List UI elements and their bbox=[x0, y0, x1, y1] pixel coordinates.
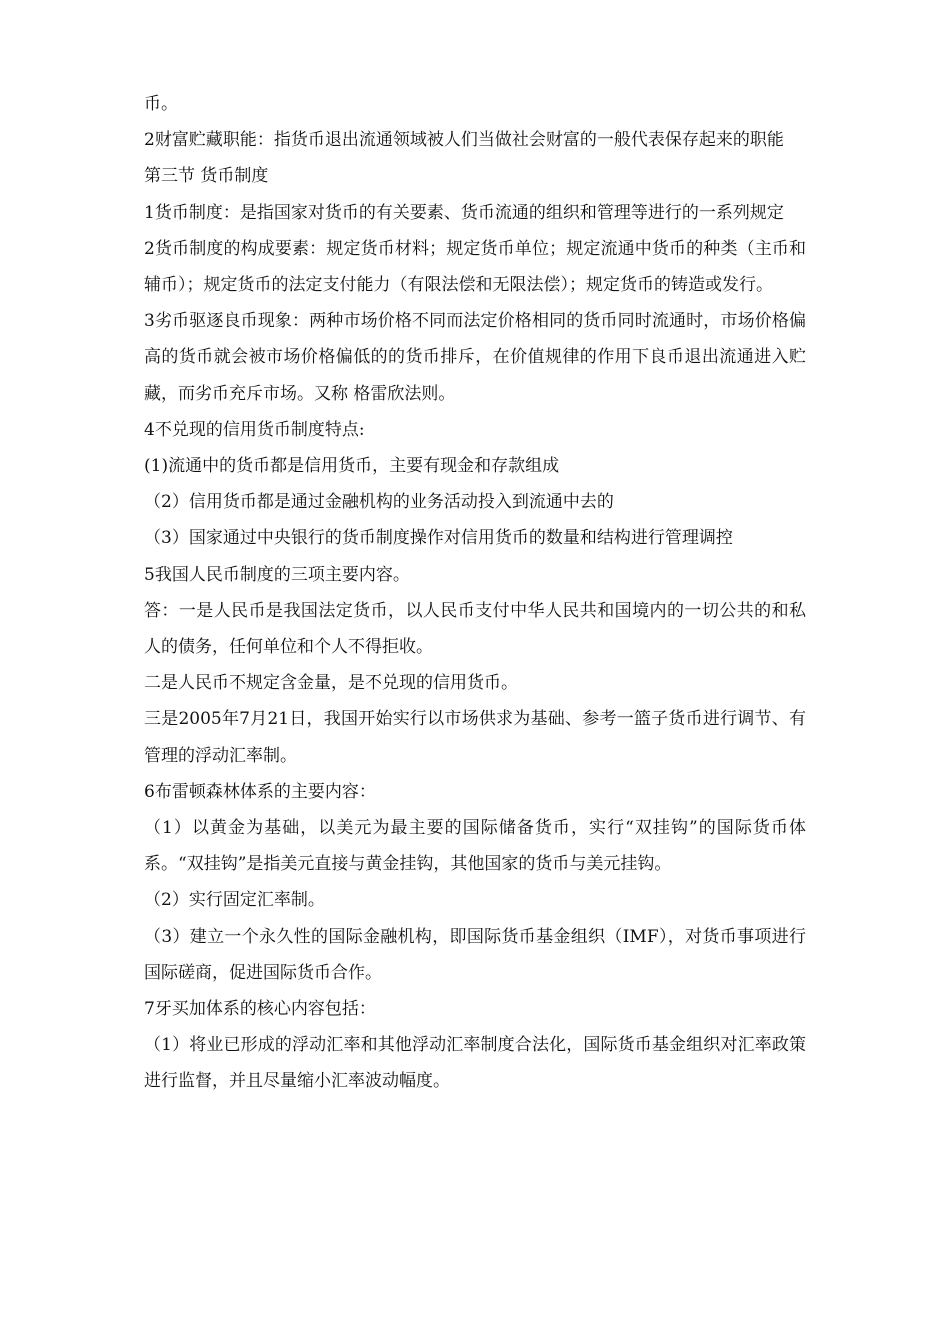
paragraph-text: 二是人民币不规定含金量，是不兑现的信用货币。 bbox=[144, 673, 518, 694]
paragraph-text: 3劣币驱逐良币现象：两种市场价格不同而法定价格相同的货币同时流通时，市场价格偏高的货币就会被市场价格偏低的的货币排斥，在价值规律的作用下良币退出流通进入贮藏，而劣币充斥市场。又称 格雷欣法则。 bbox=[144, 311, 806, 404]
paragraph-text: 7牙买加体系的核心内容包括： bbox=[144, 999, 376, 1020]
list-item: (1)流通中的货币都是信用货币，主要有现金和存款组成 bbox=[144, 456, 560, 477]
paragraph-text: 1货币制度：是指国家对货币的有关要素、货币流通的组织和管理等进行的一系列规定 bbox=[144, 202, 784, 223]
document-body bbox=[144, 86, 806, 1100]
paragraph-text: 6布雷顿森林体系的主要内容： bbox=[144, 781, 376, 802]
list-item: （2）信用货币都是通过金融机构的业务活动投入到流通中去的 bbox=[144, 492, 614, 513]
paragraph-text: 5我国人民币制度的三项主要内容。 bbox=[144, 564, 410, 585]
paragraph-text: 币。 bbox=[144, 94, 178, 114]
list-item: （2）实行固定汇率制。 bbox=[144, 890, 325, 911]
paragraph-text: 4不兑现的信用货币制度特点: bbox=[144, 419, 365, 440]
list-item: （3）建立一个永久性的国际金融机构，即国际货币基金组织（IMF），对货币事项进行国际磋商，促进国际货币合作。 bbox=[144, 926, 806, 983]
list-item: （1）将业已形成的浮动汇率和其他浮动汇率制度合法化，国际货币基金组织对汇率政策进行监督，并且尽量缩小汇率波动幅度。 bbox=[144, 1035, 806, 1092]
paragraph-text: 2货币制度的构成要素：规定货币材料；规定货币单位；规定流通中货币的种类（主币和辅币）；规定货币的法定支付能力（有限法偿和无限法偿）；规定货币的铸造或发行。 bbox=[144, 238, 806, 296]
list-item: （3）国家通过中央银行的货币制度操作对信用货币的数量和结构进行管理调控 bbox=[144, 528, 733, 549]
list-item: （1）以黄金为基础，以美元为最主要的国际储备货币，实行“双挂钩”的国际货币体系。“双挂钩”是指美元直接与黄金挂钩，其他国家的货币与美元挂钩。 bbox=[144, 818, 806, 875]
paragraph-text: 三是2005年7月21日，我国开始实行以市场供求为基础、参考一篮子货币进行调节、有管理的浮动汇率制。 bbox=[144, 709, 806, 766]
paragraph-text: 2财富贮藏职能：指货币退出流通领域被人们当做社会财富的一般代表保存起来的职能 bbox=[144, 130, 784, 151]
section-heading: 第三节 货币制度 bbox=[144, 166, 269, 187]
paragraph-text: 答：一是人民币是我国法定货币，以人民币支付中华人民共和国境内的一切公共的和私人的债务，任何单位和个人不得拒收。 bbox=[144, 600, 806, 658]
